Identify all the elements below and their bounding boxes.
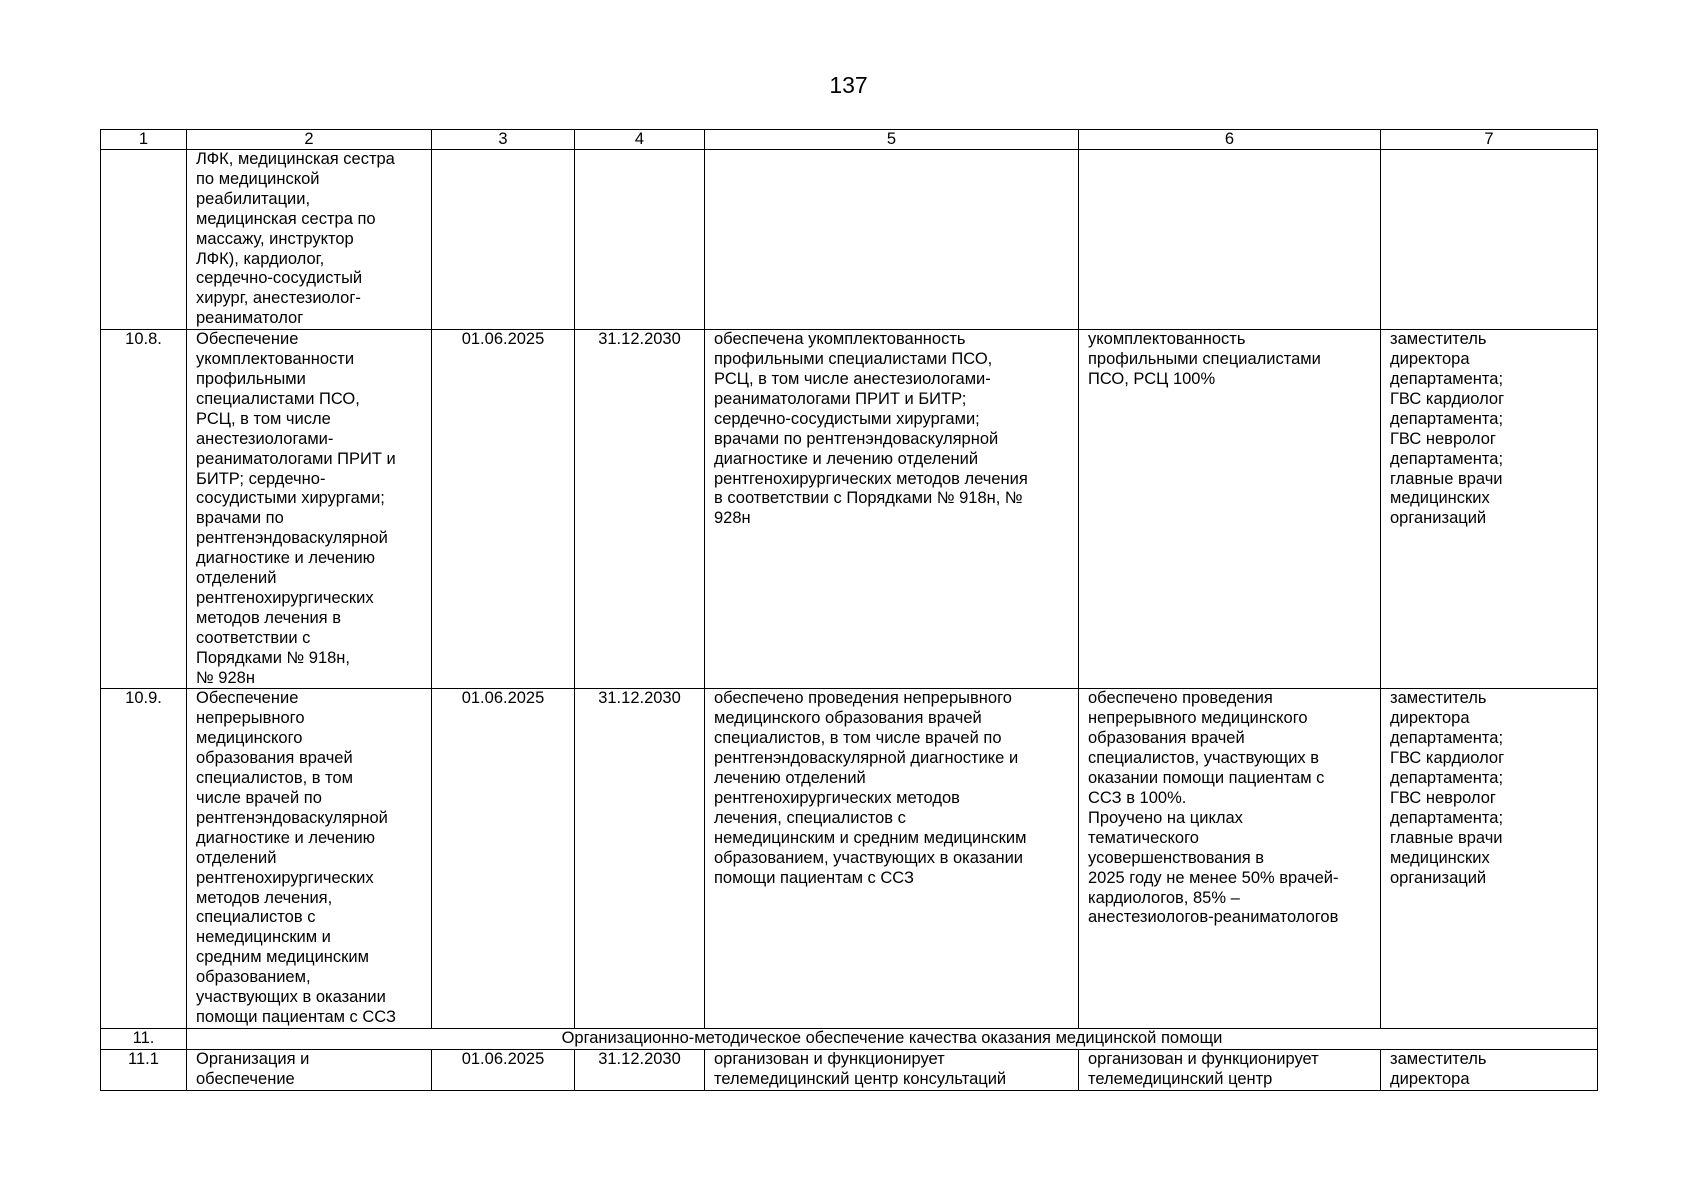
start-date: 01.06.2025 (432, 330, 575, 689)
table-row (101, 1049, 1598, 1090)
responsible: заместитель директора (1381, 1049, 1598, 1090)
column-header: 3 (432, 130, 575, 150)
responsible: заместитель директора департамента; ГВС кардиолог департамента; ГВС невролог департамента; главные врачи медицинских организаций (1381, 689, 1598, 1028)
measure-name: Обеспечение укомплектованности профильными специалистами ПСО, РСЦ, в том числе анестезиологами- реаниматологами ПРИТ и БИТР; сердечно- сосудистыми хирургами; врачами по рентгенэндоваскулярной диагностике и лечению отделений рентгенохирургических методов лечения в соответствии с Порядками № 918н, № 928н (187, 330, 432, 689)
table-header-row (101, 130, 1598, 150)
column-header: 1 (101, 130, 187, 150)
expected-result: обеспечено проведения непрерывного медицинского образования врачей специалистов, в том числе врачей по рентгенэндоваскулярной диагностике и лечению отделений рентгенохирургических методов лечения, специалистов с немедицинским и средним медицинским образованием, участвующих в оказании помощи пациентам с ССЗ (705, 689, 1079, 1028)
indicator: обеспечено проведения непрерывного медицинского образования врачей специалистов, участвующих в оказании помощи пациентам с ССЗ в 100%. Проучено на циклах тематического усовершенствования в 2025 году не менее 50% врачей- кардиологов, 85% – анестезиологов-реаниматологов (1079, 689, 1381, 1028)
table-row (101, 150, 1598, 330)
column-header: 2 (187, 130, 432, 150)
start-date: 01.06.2025 (432, 689, 575, 1028)
end-date: 31.12.2030 (575, 330, 705, 689)
measure-name: ЛФК, медицинская сестра по медицинской реабилитации, медицинская сестра по массажу, инструктор ЛФК), кардиолог, сердечно-сосудистый хирург, анестезиолог- реаниматолог (187, 150, 432, 330)
column-header: 6 (1079, 130, 1381, 150)
measure-name: Организация и обеспечение (187, 1049, 432, 1090)
end-date (575, 150, 705, 330)
section-number: 11. (101, 1028, 187, 1049)
column-header: 4 (575, 130, 705, 150)
column-header: 5 (705, 130, 1079, 150)
page-number: 137 (829, 72, 868, 98)
indicator: укомплектованность профильными специалистами ПСО, РСЦ 100% (1079, 330, 1381, 689)
section-row (101, 1028, 1598, 1049)
row-number: 10.9. (101, 689, 187, 1028)
column-header: 7 (1381, 130, 1598, 150)
plan-table (100, 129, 1598, 1091)
indicator: организован и функционирует телемедицинский центр (1079, 1049, 1381, 1090)
start-date: 01.06.2025 (432, 1049, 575, 1090)
row-number: 10.8. (101, 330, 187, 689)
expected-result: обеспечена укомплектованность профильными специалистами ПСО, РСЦ, в том числе анестезиологами- реаниматологами ПРИТ и БИТР; сердечно-сосудистыми хирургами; врачами по рентгенэндоваскулярной диагностике и лечению отделений рентгенохирургических методов лечения в соответствии с Порядками № 918н, № 928н (705, 330, 1079, 689)
row-number (101, 150, 187, 330)
responsible (1381, 150, 1598, 330)
row-number: 11.1 (101, 1049, 187, 1090)
section-title: Организационно-методическое обеспечение качества оказания медицинской помощи (187, 1028, 1598, 1049)
responsible: заместитель директора департамента; ГВС кардиолог департамента; ГВС невролог департамента; главные врачи медицинских организаций (1381, 330, 1598, 689)
measure-name: Обеспечение непрерывного медицинского образования врачей специалистов, в том числе врачей по рентгенэндоваскулярной диагностике и лечению отделений рентгенохирургических методов лечения, специалистов с немедицинским и средним медицинским образованием, участвующих в оказании помощи пациентам с ССЗ (187, 689, 432, 1028)
indicator (1079, 150, 1381, 330)
expected-result (705, 150, 1079, 330)
table-row (101, 330, 1598, 689)
start-date (432, 150, 575, 330)
end-date: 31.12.2030 (575, 1049, 705, 1090)
expected-result: организован и функционирует телемедицинский центр консультаций (705, 1049, 1079, 1090)
table-row (101, 689, 1598, 1028)
end-date: 31.12.2030 (575, 689, 705, 1028)
